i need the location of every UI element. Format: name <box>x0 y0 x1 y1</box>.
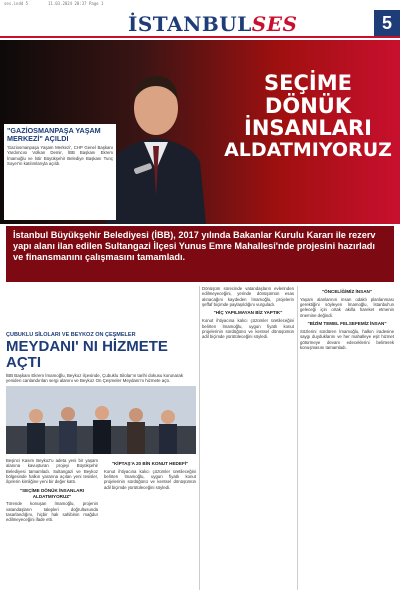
col4-para-2: Sözlerini sürdüren İmamoğlu, halkın iradesine saygı duyduklarını ve her mahalleye eşit hizmet götürmeye devam edeceklerini belirterek konuşmasını tamamladı. <box>300 328 394 350</box>
col1-para: Beşinci Kasım Beykoz'u adeta yeni bir yaşam alanına kavuşturan projeyi Büyükşehir Belediyesi tamamladı. Sultangazi ve Beykoz bölgesinde halkın yararına açılan yeni tesisler, ilçelerin kimliğine yeni bir değer kattı. <box>6 458 98 485</box>
slug-file: ses.indd 5 <box>4 1 29 6</box>
side-story <box>4 124 116 220</box>
column-divider <box>297 286 298 590</box>
column-1 <box>6 458 98 590</box>
col2-para: Konut ihtiyacına kalıcı çözümler üretileceğini belirten İmamoğlu, uygun fiyatlı konut projelerinin sürdüğünü ve kentsel dönüşümün adil biçimde yürütüleceğini söyledi. <box>104 468 196 490</box>
lead-deck: İstanbul Büyükşehir Belediyesi (İBB), 2017 yılında Bakanlar Kurulu Kararı ile rezerv yapı alanı ilan edilen Sultangazi İlçesi Yunus Emre Mahallesi'nde projesini hazırladı ve finansmanını çalışmasını tamamladı. <box>6 226 394 282</box>
col3-subhead: "HİÇ YAPILMAYAN BİZ YAPTIK" <box>213 310 283 316</box>
story2-headline: MEYDANI' NI HİZMETE AÇTI <box>6 338 168 371</box>
col1-para-2: Törende konuşan İmamoğlu, projenin vatandaşların talepleri doğrultusunda tasarlandığını, hiçbir hak sahibinin mağdur edilmeyeceğini ifade etti. <box>6 501 98 523</box>
logo-part-b: SES <box>251 12 298 36</box>
headline-line-2: İNSANLARI <box>244 116 372 141</box>
newspaper-logo <box>128 12 297 36</box>
col4-subhead-2: "BİZİM TEMEL FELSEFEMİZ İNSAN" <box>307 321 387 327</box>
col1-subhead: "SEÇİME DÖNÜK İNSANLARI ALDATMIYORUZ" <box>19 487 85 499</box>
col2-subhead: "KİPTAŞ'A 20 BİN KONUT HEDEFİ" <box>111 461 189 466</box>
col4-para: Yaşam alanlarının insan odaklı planlanması gerektiğini söyleyen İmamoğlu, İstanbul'un geleceği için ortak akılla hareket etmenin önemine değindi. <box>300 296 394 318</box>
col3-para-a: Dönüşüm sürecinde vatandaşların evlerinden edilmeyeceğini, yerinde dönüşümün esas alınacağını kaydeden İmamoğlu, projelerin şeffaf biçimde paylaşıldığını vurguladı. <box>202 286 294 308</box>
logo-part-a: İSTANBUL <box>128 12 252 36</box>
hero-headline <box>222 72 394 161</box>
column-3 <box>202 286 294 590</box>
slug-date: 11.03.2024 20:37 Page 1 <box>48 1 104 6</box>
print-slug <box>0 0 400 8</box>
column-divider <box>199 286 200 590</box>
story2-kicker: ÇUBUKLU SİLOLARI VE BEYKOZ ON ÇEŞMELER <box>6 332 136 338</box>
column-4 <box>300 286 394 590</box>
side-headline: "GAZİOSMANPAŞA YAŞAM MERKEZİ" AÇILDI <box>7 126 101 143</box>
page-number: 5 <box>374 10 400 36</box>
story2-lead: İBB Başkanı Ekrem İmamoğlu, Beykoz ilçesinde, Çubuklu Silolar'ın tarihi dokusu korunarak yeniden canlandırılan sergi alanını ve Beykoz On Çeşmeler Meydanı'nı hizmete açtı. <box>6 372 184 383</box>
headline-line-1: SEÇİME DÖNÜK <box>264 71 352 118</box>
col4-subhead: "ÖNCELİĞİMİZ İNSAN" <box>321 289 373 294</box>
crowd-illustration <box>6 386 196 454</box>
side-lead: 'Gaziosmanpaşa Yaşam Merkezi', CHP Genel Başkanı Yardımcısı Volkan Demir, İBB Başkanı Ekrem İmamoğlu ve İstir Büyükşehir Belediye Başkanı Tunç Soyer'in katılımlarıyla açıldı. <box>7 144 113 166</box>
second-story <box>6 332 196 384</box>
headline-line-3: ALDATMIYORUZ <box>224 139 392 162</box>
event-photo <box>6 386 196 454</box>
col3-para-b: Konut ihtiyacına kalıcı çözümler üretileceğini belirten İmamoğlu, uygun fiyatlı konut projelerinin sürdüğünü ve kentsel dönüşümün adil biçimde yürütüleceğini söyledi. <box>202 318 294 340</box>
column-2 <box>104 458 196 590</box>
masthead <box>0 10 400 38</box>
